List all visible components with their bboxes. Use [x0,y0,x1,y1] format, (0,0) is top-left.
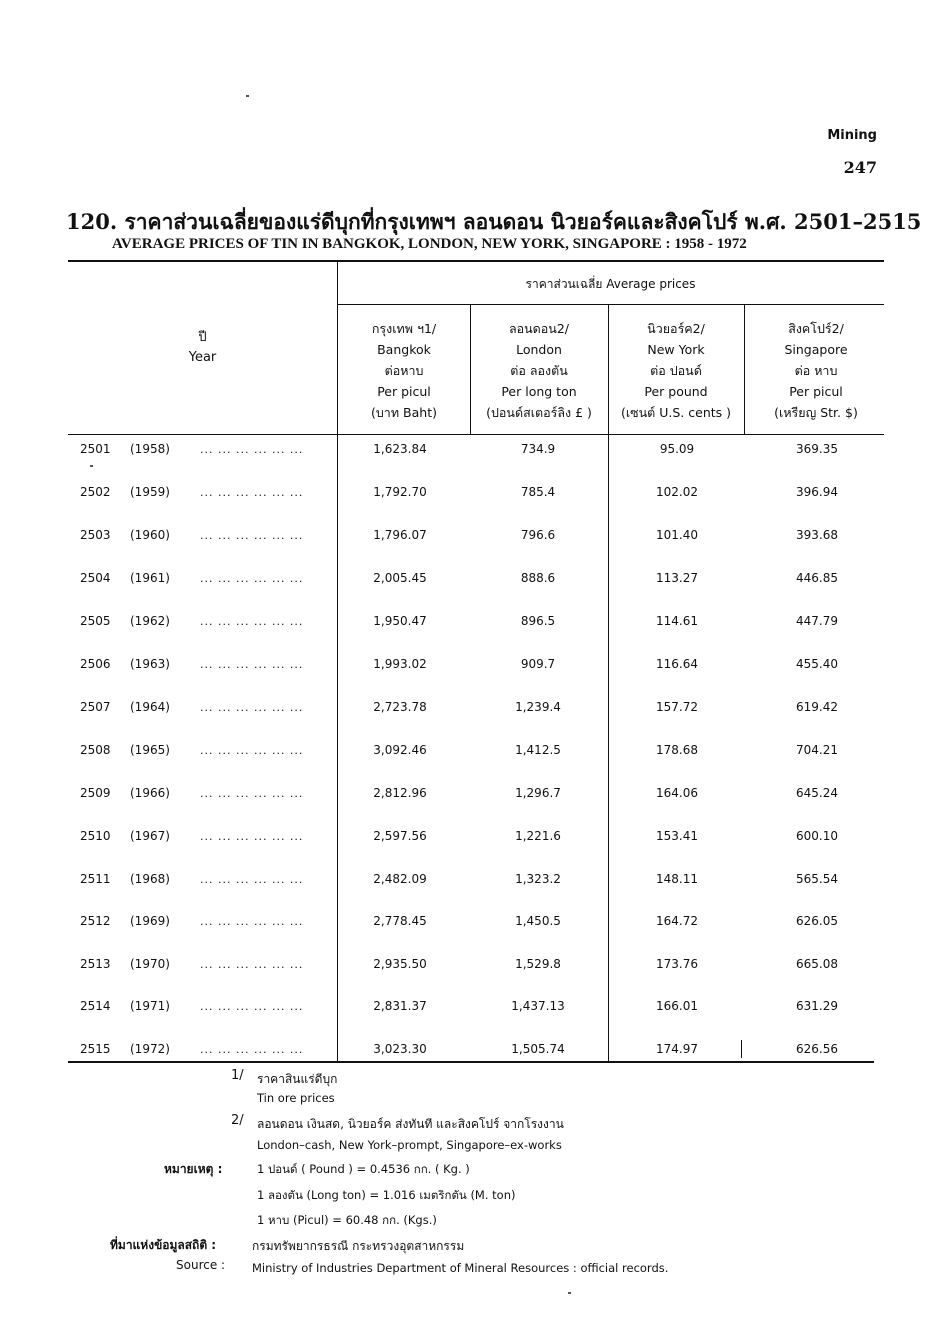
header-line: Per picul [789,384,843,399]
table-title-english: AVERAGE PRICES OF TIN IN BANGKOK, LONDON, NEW YORK, SINGAPORE : 1958 - 1972 [112,236,747,252]
price-newyork: 114.61 [656,614,698,628]
price-singapore: 369.35 [796,442,838,456]
price-bangkok: 1,623.84 [373,442,427,456]
price-singapore: 631.29 [796,999,838,1013]
table-row [0,999,945,1023]
footnote-1-mark: 1/ [231,1068,244,1083]
price-london: 1,221.6 [515,829,561,843]
price-london: 1,296.7 [515,786,561,800]
remark-label: หมายเหตุ : [164,1162,223,1176]
year-be: 2509 [80,786,111,800]
leader-dots: ... ... ... ... ... ... [200,701,304,714]
price-bangkok: 2,005.45 [373,571,427,585]
year-ad: (1970) [130,957,170,971]
year-be: 2502 [80,485,111,499]
source-english: Ministry of Industries Department of Mineral Resources : official records. [252,1261,669,1275]
footnote-1-thai: ราคาสินแร่ดีบุก [257,1072,338,1086]
price-singapore: 393.68 [796,528,838,542]
price-singapore: 446.85 [796,571,838,585]
price-bangkok: 1,950.47 [373,614,427,628]
leader-dots: ... ... ... ... ... ... [200,1043,304,1056]
year-ad: (1966) [130,786,170,800]
price-bangkok: 2,482.09 [373,872,427,886]
table-row [0,485,945,509]
year-ad: (1968) [130,872,170,886]
price-newyork: 157.72 [656,700,698,714]
column-header-london [472,318,606,423]
year-be: 2515 [80,1042,111,1056]
price-bangkok: 2,831.37 [373,999,427,1013]
footnote-2-english: London–cash, New York–prompt, Singapore–ex-works [257,1138,562,1152]
price-london: 896.5 [520,614,556,628]
header-line: Bangkok [377,342,431,357]
year-ad: (1961) [130,571,170,585]
source-label-thai: ที่มาแห่งข้อมูลสถิติ : [110,1238,217,1252]
price-newyork: 153.41 [656,829,698,843]
column-header-singapore [748,318,884,423]
leader-dots: ... ... ... ... ... ... [200,830,304,843]
price-london: 1,505.74 [511,1042,565,1056]
table-row [0,786,945,810]
source-thai: กรมทรัพยากรธรณี กระทรวงอุตสาหกรรม [252,1239,465,1253]
footnote-1-english: Tin ore prices [257,1091,335,1105]
header-line: ลอนดอน2/ [508,321,570,336]
price-newyork: 113.27 [656,571,698,585]
leader-dots: ... ... ... ... ... ... [200,615,304,628]
price-london: 1,412.5 [515,743,561,757]
header-bottom-rule [68,434,884,435]
col-divider-london [608,305,609,1061]
price-newyork: 95.09 [659,442,695,456]
year-ad: (1962) [130,614,170,628]
header-line: ต่อ ปอนด์ [650,363,702,378]
table-row [0,614,945,638]
year-be: 2514 [80,999,111,1013]
page-number: 247 [843,158,877,177]
leader-dots: ... ... ... ... ... ... [200,787,304,800]
price-bangkok: 2,778.45 [373,914,427,928]
year-be: 2504 [80,571,111,585]
price-singapore: 645.24 [796,786,838,800]
year-ad: (1964) [130,700,170,714]
year-ad: (1959) [130,485,170,499]
price-bangkok: 3,092.46 [373,743,427,757]
header-line: (ปอนด์สเตอร์ลิง £ ) [486,405,592,420]
year-ad: (1967) [130,829,170,843]
scan-speck [568,1292,571,1294]
source-label: Source : [176,1258,226,1272]
year-be: 2508 [80,743,111,757]
leader-dots: ... ... ... ... ... ... [200,915,304,928]
col-divider-bangkok [470,305,471,435]
price-bangkok: 2,935.50 [373,957,427,971]
price-newyork: 101.40 [656,528,698,542]
table-row [0,914,945,938]
year-ad: (1965) [130,743,170,757]
price-london: 1,529.8 [515,957,561,971]
price-london: 785.4 [520,485,556,499]
header-line: New York [647,342,705,357]
year-be: 2506 [80,657,111,671]
leader-dots: ... ... ... ... ... ... [200,486,304,499]
price-london: 909.7 [520,657,556,671]
header-line: สิงคโปร์2/ [788,321,844,336]
leader-dots: ... ... ... ... ... ... [200,572,304,585]
price-singapore: 447.79 [796,614,838,628]
scan-speck [246,95,249,97]
scan-speck [90,465,93,467]
table-row [0,528,945,552]
header-line: London [516,342,562,357]
year-ad: (1969) [130,914,170,928]
column-header-bangkok [345,318,463,423]
price-london: 796.6 [520,528,556,542]
col-divider-newyork [744,305,745,435]
year-ad: (1960) [130,528,170,542]
price-newyork: 166.01 [656,999,698,1013]
remark-picul: 1 หาบ (Picul) = 60.48 กก. (Kgs.) [257,1213,437,1227]
year-be: 2510 [80,829,111,843]
table-row [0,571,945,595]
year-header-thai: ปี [198,330,207,345]
price-newyork: 174.97 [656,1042,698,1056]
price-bangkok: 2,597.56 [373,829,427,843]
price-newyork: 148.11 [656,872,698,886]
year-be: 2505 [80,614,111,628]
price-newyork: 116.64 [656,657,698,671]
header-line: ต่อหาบ [384,363,424,378]
remark-pound: 1 ปอนด์ ( Pound ) = 0.4536 กก. ( Kg. ) [257,1162,470,1176]
table-row [0,743,945,767]
price-singapore: 665.08 [796,957,838,971]
footnote-2-thai: ลอนดอน เงินสด, นิวยอร์ค ส่งทันที และสิงคโปร์ จากโรงงาน [257,1117,564,1131]
year-be: 2507 [80,700,111,714]
year-ad: (1971) [130,999,170,1013]
header-line: Singapore [784,342,848,357]
table-row [0,657,945,681]
header-line: กรุงเทพ ฯ1/ [371,321,437,336]
price-singapore: 626.56 [796,1042,838,1056]
top-rule [68,260,884,262]
leader-dots: ... ... ... ... ... ... [200,658,304,671]
average-prices-rule [338,304,884,305]
table-row [0,957,945,981]
price-bangkok: 1,792.70 [373,485,427,499]
header-line: ต่อ ลองตัน [510,363,568,378]
header-line: Per long ton [501,384,577,399]
leader-dots: ... ... ... ... ... ... [200,958,304,971]
price-newyork: 173.76 [656,957,698,971]
price-singapore: 565.54 [796,872,838,886]
price-newyork: 102.02 [656,485,698,499]
year-ad: (1958) [130,442,170,456]
price-singapore: 619.42 [796,700,838,714]
leader-dots: ... ... ... ... ... ... [200,1000,304,1013]
price-london: 1,239.4 [515,700,561,714]
section-label: Mining [827,128,877,143]
year-ad: (1972) [130,1042,170,1056]
year-header-english: Year [188,350,217,365]
price-bangkok: 2,723.78 [373,700,427,714]
table-row [0,700,945,724]
price-singapore: 626.05 [796,914,838,928]
price-singapore: 600.10 [796,829,838,843]
price-london: 888.6 [520,571,556,585]
price-singapore: 396.94 [796,485,838,499]
year-be: 2501 [80,442,111,456]
year-ad: (1963) [130,657,170,671]
leader-dots: ... ... ... ... ... ... [200,443,304,456]
price-london: 1,450.5 [515,914,561,928]
price-london: 1,323.2 [515,872,561,886]
price-bangkok: 1,796.07 [373,528,427,542]
year-be: 2513 [80,957,111,971]
remark-long-ton: 1 ลองตัน (Long ton) = 1.016 เมตริกตัน (M. ton) [257,1188,516,1202]
header-line: Per picul [377,384,431,399]
table-row [0,829,945,853]
table-title-thai: 120. ราคาส่วนเฉลี่ยของแร่ดีบุกที่กรุงเทพฯ ลอนดอน นิวยอร์คและสิงคโปร์ พ.ศ. 2501–2515 [66,209,922,234]
footnote-2-mark: 2/ [231,1113,244,1128]
price-bangkok: 1,993.02 [373,657,427,671]
leader-dots: ... ... ... ... ... ... [200,529,304,542]
header-line: (เหรียญ Str. $) [774,405,858,420]
year-header [70,328,335,368]
table-row [0,1042,945,1066]
header-line: นิวยอร์ค2/ [647,321,705,336]
price-newyork: 178.68 [656,743,698,757]
header-line: Per pound [644,384,708,399]
price-bangkok: 3,023.30 [373,1042,427,1056]
year-be: 2512 [80,914,111,928]
column-header-newyork [610,318,742,423]
year-be: 2511 [80,872,111,886]
average-prices-header: ราคาส่วนเฉลี่ย Average prices [525,277,696,291]
price-singapore: 455.40 [796,657,838,671]
price-singapore: 704.21 [796,743,838,757]
price-london: 1,437.13 [511,999,565,1013]
header-line: ต่อ หาบ [794,363,838,378]
year-be: 2503 [80,528,111,542]
price-newyork: 164.72 [656,914,698,928]
table-row [0,872,945,896]
table-row [0,442,945,466]
header-line: (เซนต์ U.S. cents ) [620,405,732,420]
price-newyork: 164.06 [656,786,698,800]
price-bangkok: 2,812.96 [373,786,427,800]
leader-dots: ... ... ... ... ... ... [200,873,304,886]
leader-dots: ... ... ... ... ... ... [200,744,304,757]
price-london: 734.9 [520,442,556,456]
header-line: (บาท Baht) [371,405,437,420]
